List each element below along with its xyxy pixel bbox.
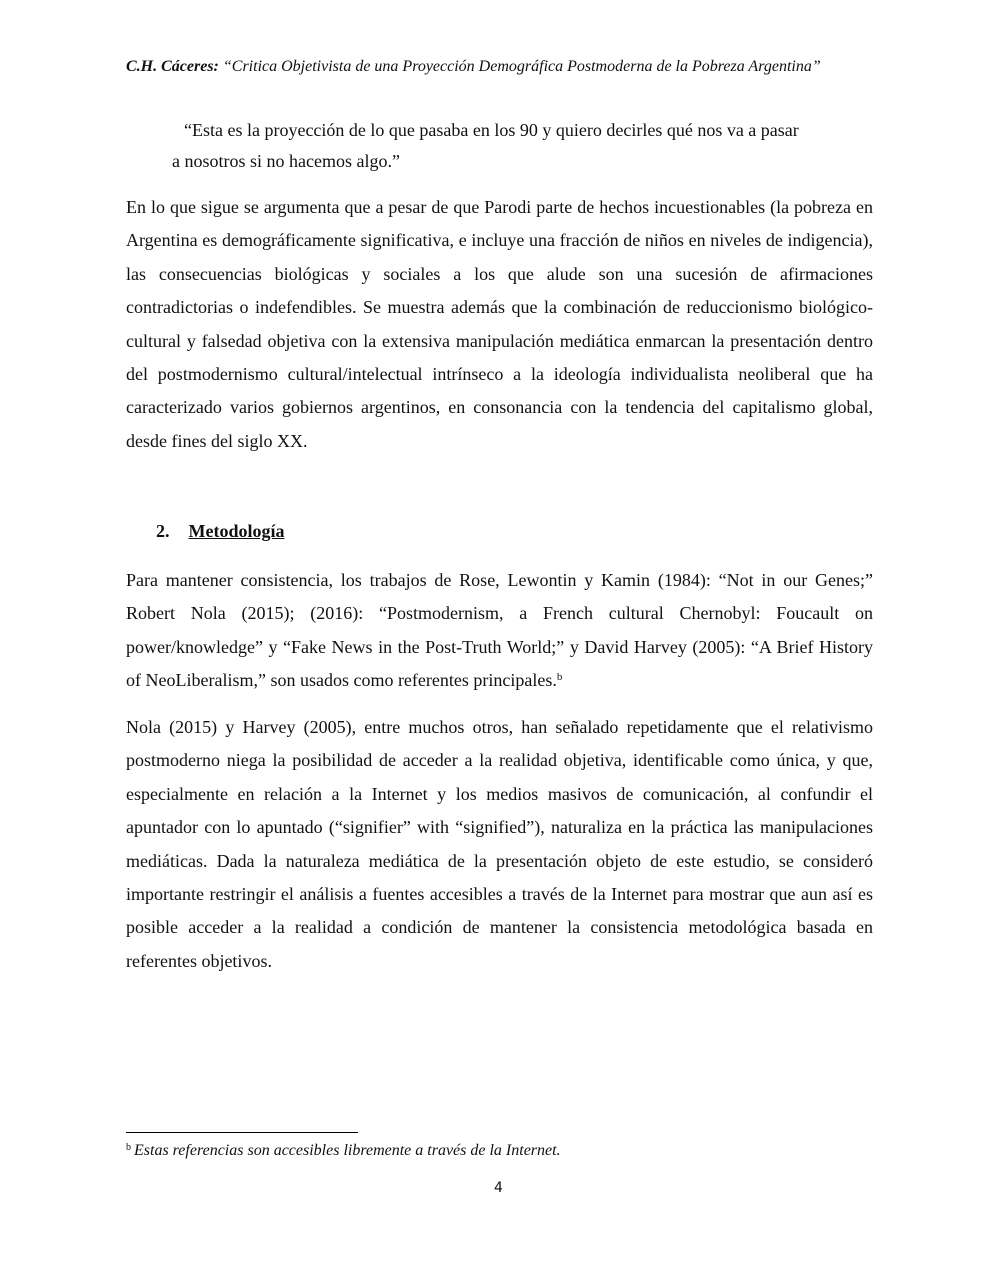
methodology-paragraph-2: Nola (2015) y Harvey (2005), entre muchos otros, han señalado repetidamente que el relativismo postmoderno niega la posibilidad de acceder a la realidad objetiva, identificable como única, y que, especialmente en relación a la Internet y los medios masivos de comunicación, al confundir el apuntador con lo apuntado (“signifier” with “signified”), naturaliza en la práctica las manipulaciones mediáticas. Dada la naturaleza mediática de la presentación objeto de este estudio, se consideró importante restringir el análisis a fuentes accesibles a través de la Internet para mostrar que aun así es posible acceder a la realidad a condición de mantener la consistencia metodológica basada en referentes objetivos. [126,717,873,971]
page-number: 4 [494,1180,503,1196]
footnote-text: Estas referencias son accesibles libremente a través de la Internet. [134,1142,561,1159]
quote-line-1: “Esta es la proyección de lo que pasaba en los 90 y quiero decirles qué nos va a pasar [184,120,799,140]
header-author: C.H. Cáceres: [126,58,219,75]
methodology-paragraph-1-text: Para mantener consistencia, los trabajos de Rose, Lewontin y Kamin (1984): “Not in our Genes;” Robert Nola (2015); (2016): “Postmodernism, a French cultural Chernobyl: Foucault on power/knowledge” y “Fake News in the Post-Truth World;” y David Harvey (2005): “A Brief History of NeoLiberalism,” son usados como referentes principales. [126,570,873,691]
footnote-divider [126,1132,358,1133]
quote-line-2: a nosotros si no hacemos algo.” [172,151,400,171]
footnote-reference[interactable]: b [556,671,563,684]
section-heading [156,521,285,542]
block-quote [172,115,872,177]
intro-paragraph: En lo que sigue se argumenta que a pesar de que Parodi parte de hechos incuestionables (la pobreza en Argentina es demográficamente significativa, e incluye una fracción de niños en niveles de indigencia), las consecuencias biológicas y sociales a los que alude son una sucesión de afirmaciones contradictorias o indefendibles. Se muestra además que la combinación de reduccionismo biológico-cultural y falsedad objetiva con la extensiva manipulación mediática enmarcan la presentación dentro del postmodernismo cultural/intelectual intrínseco a la ideología individualista neoliberal que ha caracterizado varios gobiernos argentinos, en consonancia con la tendencia del capitalismo global, desde fines del siglo XX. [126,197,873,451]
footnote [126,1142,873,1160]
footnote-marker: b [126,1142,131,1153]
section-number: 2. [156,521,170,541]
section-title: Metodología [188,521,285,541]
header-title: “Critica Objetivista de una Proyección Demográfica Postmoderna de la Pobreza Argentina” [222,58,821,75]
running-header [126,58,886,76]
methodology-paragraph-1 [126,564,873,698]
